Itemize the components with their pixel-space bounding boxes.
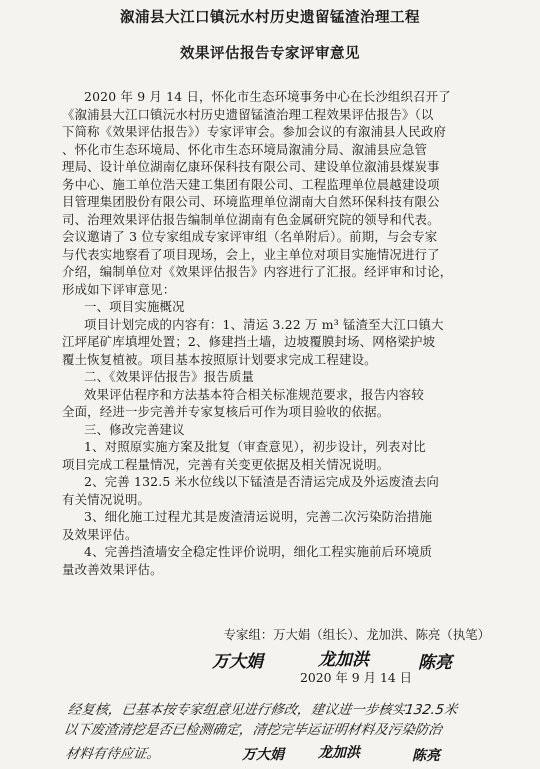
suggestion-line: 量改善效果评估。 <box>62 561 163 577</box>
intro-line: 介绍，编制单位对《效果评估报告》内容进行了汇报。经评审和讨论， <box>62 264 453 279</box>
document-title: 溆浦县大江口镇沅水村历史遗留锰渣治理工程 <box>120 9 420 26</box>
intro-line: 与代表实地察看了项目现场，会上，业主单位对项目实施情况进行了 <box>62 246 440 262</box>
handwritten-note-line: 材料有待应证。 <box>64 746 162 762</box>
signature-chen: 陈亮 <box>418 653 452 673</box>
document-date: 2020 年 9 月 14 日 <box>300 670 413 685</box>
intro-line: 、怀化市生态环境局、怀化市生态环境局溆浦分局、溆浦县应急管 <box>62 141 428 157</box>
bottom-signature-wan: 万大娟 <box>242 747 284 763</box>
intro-line: 司、治理效果评估报告编制单位湖南有色金属研究院的领导和代表。 <box>62 211 440 227</box>
suggestion-line: 及效果评估。 <box>62 526 138 542</box>
signature-long: 龙加洪 <box>318 650 369 670</box>
expert-group-line: 专家组：万大娟（组长）、龙加洪、陈亮（执笔） <box>223 627 490 642</box>
suggestion-line: 1、对照原实施方案及批复（审查意见），初步设计，列表对比 <box>84 439 426 454</box>
section-heading: 二、《效果评估报告》报告质量 <box>84 369 255 384</box>
suggestion-line: 3、细化施工过程尤其是废渣清运说明，完善二次污染防治措施 <box>84 509 433 524</box>
signature-wan: 万大娟 <box>212 652 263 672</box>
intro-line: 形成如下评审意见： <box>62 281 176 297</box>
suggestion-line: 2、完善 132.5 米水位线以下锰渣是否清运完成及外运废渣去向 <box>84 474 440 489</box>
section1-line: 覆土恢复植被。项目基本按照原计划要求完成工程建设。 <box>62 351 377 367</box>
handwritten-note-line: 经复核，已基本按专家组意见进行修改，建议进一步核实132.5米 <box>66 702 459 718</box>
section2-line: 全面，经进一步完善并专家复核后可作为项目验收的依据。 <box>62 404 390 419</box>
intro-line: 下简称《效果评估报告》）专家评审会。参加会议的有溆浦县人民政府 <box>62 124 447 139</box>
section1-line: 江坪尾矿库填埋处置；2、修建挡土墙，边坡覆膜封场、网格梁护坡 <box>62 334 436 349</box>
intro-line: 目管理集团股份有限公司、环境监理单位湖南大自然环保科技有限公 <box>62 194 440 209</box>
section-heading: 三、修改完善建议 <box>84 421 185 437</box>
section2-line: 效果评估程序和方法基本符合相关标准规范要求，报告内容较 <box>84 386 424 402</box>
intro-line: 理局、设计单位湖南亿康环保科技有限公司、建设单位溆浦县煤炭事 <box>62 159 440 174</box>
section1-line: 项目计划完成的内容有：1、清运 3.22 万 m³ 锰渣至大江口镇大 <box>84 316 444 332</box>
document-subtitle: 效果评估报告专家评审意见 <box>180 45 360 62</box>
intro-line: 《溆浦县大江口镇沅水村历史遗留锰渣治理工程效果评估报告》（以 <box>62 106 434 122</box>
suggestion-line: 有关情况说明。 <box>62 491 151 507</box>
intro-line: 2020 年 9 月 14 日，怀化市生态环境事务中心在长沙组织召开了 <box>84 89 451 104</box>
section-heading: 一、项目实施概况 <box>84 299 185 314</box>
suggestion-line: 4、完善挡渣墙安全稳定性评价说明，细化工程实施前后环境质 <box>84 544 433 559</box>
intro-line: 务中心、施工单位浩天建工集团有限公司、工程监理单位晨越建设项 <box>62 176 440 192</box>
bottom-signature-chen: 陈亮 <box>412 748 440 764</box>
handwritten-note-line: 以下废渣清挖是否已检测确定，清挖完毕运证明材料及污染防治 <box>62 722 443 738</box>
intro-line: 会议邀请了 3 位专家组成专家评审组（名单附后）。前期，与会专家 <box>62 229 438 244</box>
intro-paragraph <box>62 88 482 578</box>
suggestion-line: 项目完成工程量情况，完善有关变更依据及相关情况说明。 <box>62 456 390 472</box>
bottom-signature-long: 龙加洪 <box>318 745 360 761</box>
